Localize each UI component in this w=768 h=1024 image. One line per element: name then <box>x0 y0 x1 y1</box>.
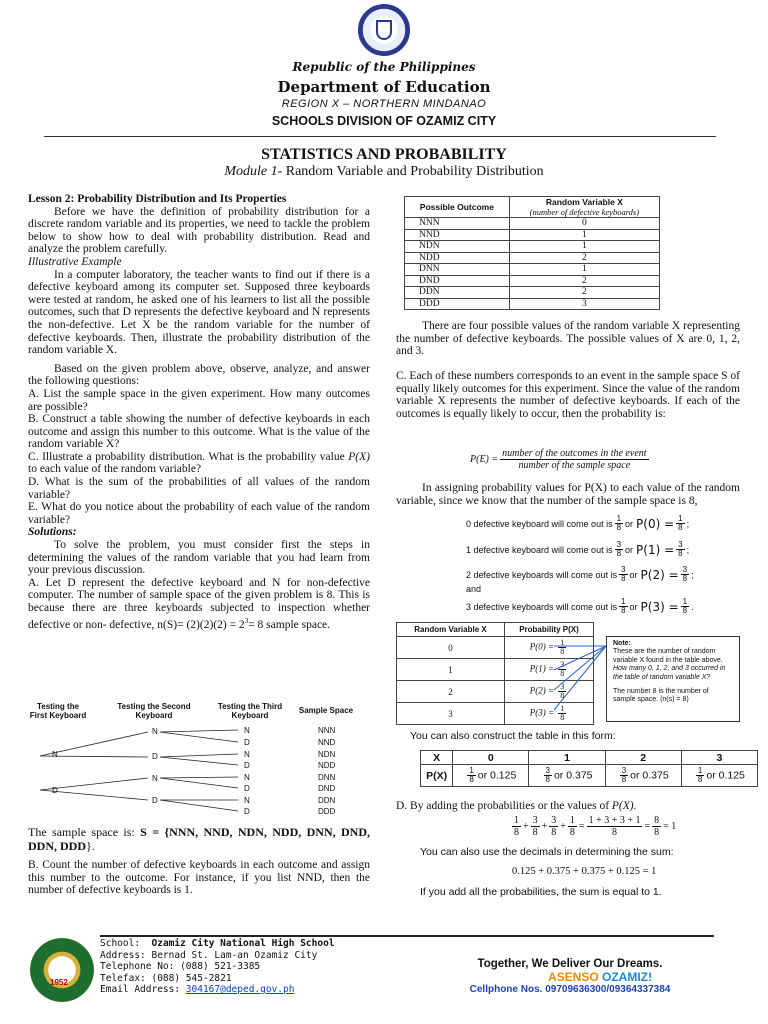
table-row: NND 1 <box>405 229 660 241</box>
sum-equation: $\frac{1}{8}$ + $\frac{3}{8}$ + $\frac{3}{8}$ + $\frac{1}{8}$ = $\frac{1 + 3 + 3 + 1}{8}$ = $\frac{8}{8}$ = 1 <box>514 815 677 838</box>
example-paragraph: In a computer laboratory, the teacher wants to find out if there is a defective keyboard among its computer set. Supposed three keyboards were tested at random, he asked one of his learners to list all the possible outcomes, such that D represents the defective keyboard and N represents the non-defective. Let X be the random variable for the number of defective keyboards. Then, illustrate the probability distribution of the random variable X. <box>28 268 370 357</box>
arrow-line <box>554 646 606 690</box>
branch-line <box>160 777 238 778</box>
tree-node: D <box>244 807 250 816</box>
left-column <box>28 193 370 631</box>
school-name: Ozamiz City National High School <box>151 938 335 949</box>
pd-col-p: Probability P(X) <box>504 623 593 637</box>
tree-outcome: NDD <box>318 761 336 770</box>
x-header: 1 <box>529 751 605 765</box>
x-header: 3 <box>681 751 757 765</box>
sum-conclusion: If you add all the probabilities, the sum is equal to 1. <box>420 886 662 898</box>
email-link[interactable]: 304167@deped.gov.ph <box>185 984 295 995</box>
tree-outcome: DND <box>318 784 336 793</box>
tree-node: N <box>244 750 250 759</box>
department-name: Department of Education <box>277 78 491 96</box>
tree-node: D <box>152 796 158 805</box>
tree-node: N <box>244 726 250 735</box>
solution-b: B. Count the number of defective keyboards in each outcome and assign this number to the outcome. For instance, if you list NND, then the number of defective keyboards is 1. <box>28 859 370 897</box>
and-text: and <box>466 584 482 594</box>
branch-line <box>160 732 238 742</box>
random-variable-col-header: Random Variable X (number of defective keyboards) <box>509 197 659 218</box>
branch-line <box>160 800 238 811</box>
note-arrows <box>540 640 610 720</box>
tree-node: N <box>244 773 250 782</box>
table-row: DNN 1 <box>405 264 660 276</box>
left-column-bottom <box>28 826 370 897</box>
tree-header-first: Testing the First Keyboard <box>29 702 87 720</box>
assign-paragraph: In assigning probability values for P(X) to each value of the random variable, since we know that the number of the sample space is 8, <box>396 482 740 507</box>
solution-a: A. Let D represent the defective keyboard and N for non-defective computer. The number of sample space of the given problem is 8. This is because there are three keyboards subjected to inspection whether defective or non- defective, $n(S)= (2)(2)(2) = 2^3= 8$ sample space. <box>28 576 370 631</box>
header-divider <box>44 136 716 137</box>
table-row: 1 P(1) = $\frac{3}{8}$ <box>397 659 594 681</box>
x-header: X <box>421 751 453 765</box>
decimals-equation: 0.125 + 0.375 + 0.375 + 0.125 = 1 <box>512 866 657 877</box>
table-row: NNN 0 <box>405 218 660 230</box>
footer-tagline: Together, We Deliver Our Dreams. ASENSO OZAMIZ! Cellphone Nos. 09709636300/09364337384 <box>469 958 671 995</box>
branch-line <box>160 730 238 732</box>
tree-node: N <box>52 750 58 759</box>
module-subtitle: Module 1- Random Variable and Probability Distribution <box>224 164 544 179</box>
school-contact: School: Ozamiz City National High School Address: Bernad St. Lam-an Ozamiz City Telephone No: (088) 521-3385 Telefax: (088) 545-2821 Email Address: 304167@deped.gov.ph <box>100 938 335 995</box>
x-header: 2 <box>605 751 681 765</box>
question-d: D. What is the sum of the probabilities of all values of the random variable? <box>28 476 370 501</box>
question-c: C. Illustrate a probability distribution. What is the probability value P(X) to each value of the random variable? <box>28 450 370 476</box>
part-c-paragraph: C. Each of these numbers corresponds to an event in the sample space S of equally likely outcomes for this experiment. Since the value of the random variable X represents the number of defective keyboards. If each of the outcomes is equally likely to occur, then the probability is: <box>396 370 740 420</box>
solutions-paragraph: To solve the problem, you must consider first the steps in determining the values of the random variable that you had learn from your previous discussion. <box>28 539 370 577</box>
table-row: DDD 3 <box>405 298 660 310</box>
probability-formula: P(E) = $\frac{\text{number of the outcomes in the event}}{\text{number of the sample space}}$ <box>470 448 647 471</box>
probability-line-0: 0 defective keyboard will come out is $\frac{1}{8}$ or P(0) = $\frac{1}{8}$ ; <box>466 514 690 532</box>
note-box: Note: These are the number of random variable X found in the table above. How many 0, 1, 2, and 3 occurred in the table of random variable X? The number 8 is the number of sample space. (n(s) = 8) <box>606 636 740 722</box>
probability-line-1: 1 defective keyboard will come out is $\frac{3}{8}$ or P(1) = $\frac{3}{8}$ ; <box>466 540 690 558</box>
tree-outcome: NNN <box>318 726 336 735</box>
tree-node: D <box>244 784 250 793</box>
table-row: P(X) $\frac{1}{8}$ or 0.125 $\frac{3}{8}$ or 0.375 $\frac{3}{8}$ or 0.375 $\frac{1}{8}$ or 0.125 <box>421 765 758 787</box>
question-a: A. List the sample space in the given experiment. How many outcomes are possible? <box>28 387 370 413</box>
probability-line-3: 3 defective keyboards will come out is $\frac{1}{8}$ or P(3) = $\frac{1}{8}$ . <box>466 597 694 615</box>
example-label: Illustrative Example <box>28 255 122 268</box>
region-text: REGION X – NORTHERN MINDANAO <box>281 98 487 110</box>
probability-table-horizontal <box>420 750 758 787</box>
tree-header-third: Testing the Third Keyboard <box>217 702 283 720</box>
branch-line <box>160 757 238 765</box>
tree-node: D <box>244 738 250 747</box>
outcome-table <box>404 196 660 310</box>
question-b: B. Construct a table showing the number of defective keyboards in each outcome and assign this number to this outcome. What is the value of the random variable X? <box>28 413 370 451</box>
arrow-line <box>554 646 606 710</box>
branch-line <box>160 754 238 757</box>
lesson-heading: Lesson 2: Probability Distribution and Its Properties <box>28 193 287 205</box>
footer-divider <box>100 935 714 937</box>
deped-seal-icon <box>358 4 410 56</box>
solutions-label: Solutions: <box>28 526 77 539</box>
table-form-intro: You can also construct the table in this form: <box>410 730 616 742</box>
tree-outcome: DNN <box>318 773 336 782</box>
tree-outcome: NDN <box>318 750 336 759</box>
table-row: DND 2 <box>405 275 660 287</box>
tree-node: D <box>244 761 250 770</box>
branch-line <box>160 778 238 788</box>
tree-node: N <box>244 796 250 805</box>
tree-diagram <box>28 702 370 820</box>
school-logo-icon: 1952 <box>30 938 94 1002</box>
question-e: E. What do you notice about the probability of each value of the random variable? <box>28 501 370 526</box>
values-paragraph: There are four possible values of the random variable X representing the number of defective keyboards. The possible values of X are 0, 1, 2, and 3. <box>396 320 740 358</box>
republic-text: Republic of the Philippines <box>292 60 476 74</box>
sample-space-statement: The sample space is: S = {NNN, NND, NDN, NDD, DNN, DND, DDN, DDD}. <box>28 825 370 853</box>
tree-outcome: DDD <box>318 807 336 816</box>
table-row: 2 P(2) = $\frac{3}{8}$ <box>397 681 594 703</box>
tree-header-second: Testing the Second Keyboard <box>117 702 191 720</box>
probability-line-2: 2 defective keyboards will come out is $\frac{3}{8}$ or P(2) = $\frac{3}{8}$ ; <box>466 565 694 583</box>
x-header: 0 <box>453 751 529 765</box>
arrow-line <box>554 646 606 670</box>
table-row: NDN 1 <box>405 241 660 253</box>
tree-node: D <box>152 752 158 761</box>
tree-node: N <box>152 727 158 736</box>
tree-header-space: Sample Space <box>298 706 354 715</box>
table-row: DDN 2 <box>405 287 660 299</box>
intro-paragraph: Before we have the definition of probability distribution for a discrete random variable and its properties, we need to tackle the problem below to show how to deal with probability distribution. Read and analyze the problem carefully. <box>28 205 370 256</box>
decimals-intro: You can also use the decimals in determining the sum: <box>420 846 674 858</box>
table-row: NDD 2 <box>405 252 660 264</box>
pd-col-x: Random Variable X <box>397 623 505 637</box>
table-row: 3 P(3) = $\frac{1}{8}$ <box>397 703 594 725</box>
tree-outcome: DDN <box>318 796 336 805</box>
questions-intro: Based on the given problem above, observe, analyze, and answer the following questions: <box>28 362 370 388</box>
division-text: SCHOOLS DIVISION OF OZAMIZ CITY <box>271 114 497 128</box>
tree-node: D <box>52 786 58 795</box>
tree-outcome: NND <box>318 738 336 747</box>
tree-node: N <box>152 774 158 783</box>
table-row: 0 P(0) = $\frac{1}{8}$ <box>397 637 594 659</box>
outcome-col-header: Possible Outcome <box>405 197 510 218</box>
part-d-paragraph: D. By adding the probabilities or the values of P(X). <box>396 800 637 812</box>
page-title: STATISTICS AND PROBABILITY <box>261 146 507 163</box>
